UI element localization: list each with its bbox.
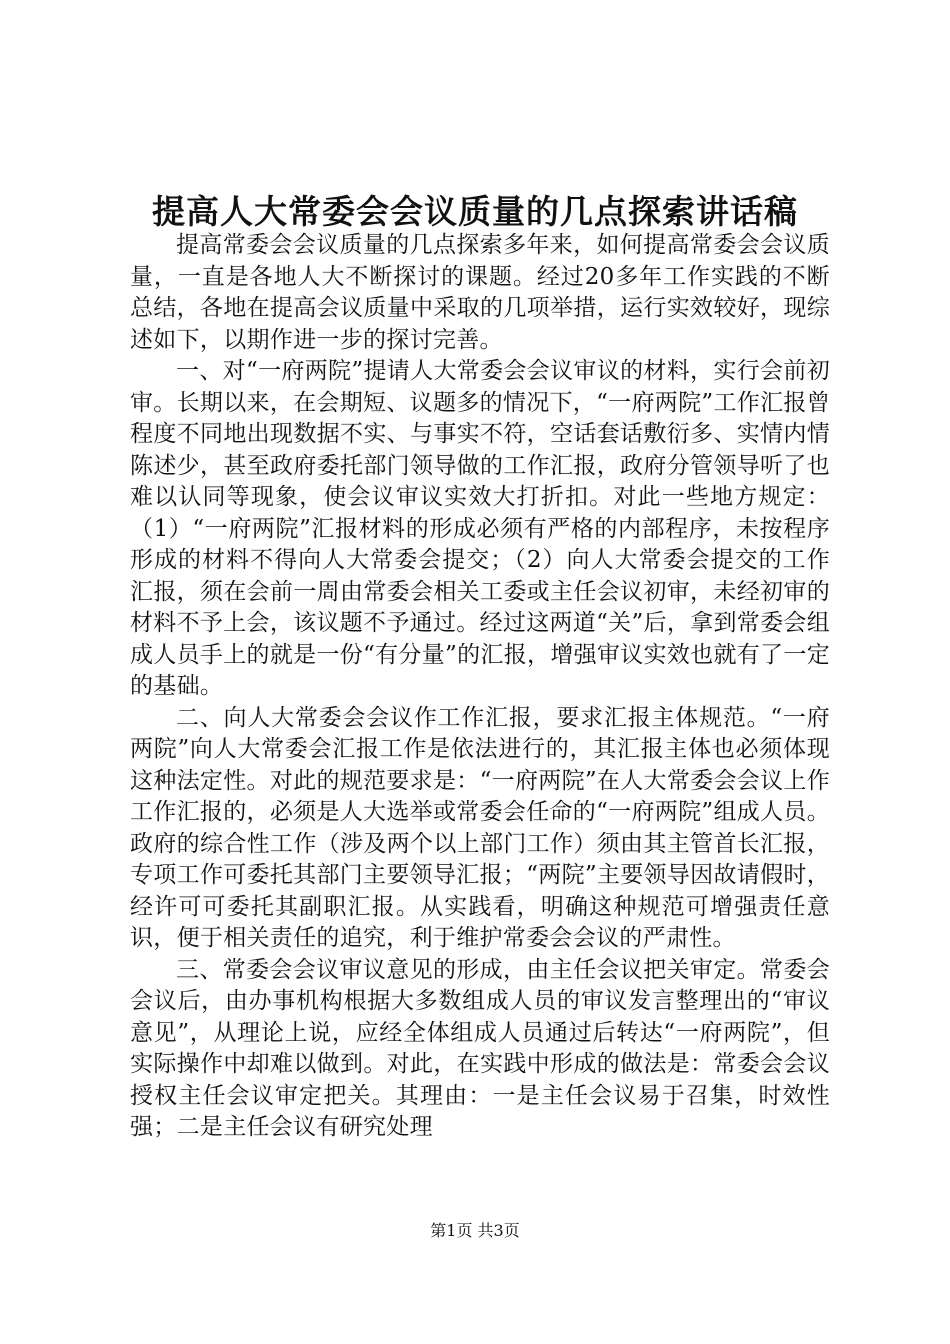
- paragraph-section-2: 二、向人大常委会会议作工作汇报，要求汇报主体规范。“一府两院”向人大常委会汇报工作是依法进行的，其汇报主体也必须体现这种法定性。对此的规范要求是：“一府两院”在人大常委会会议上作工作汇报的，必须是人大选举或常委会任命的“一府两院”组成人员。政府的综合性工作（涉及两个以上部门工作）须由其主管首长汇报，专项工作可委托其部门主要领导汇报；“两院”主要领导因故请假时，经许可可委托其副职汇报。从实践看，明确这种规范可增强责任意识，便于相关责任的追究，利于维护常委会会议的严肃性。: [130, 704, 830, 951]
- document-body: [130, 230, 830, 1144]
- page-number-footer: 第1页 共3页: [430, 1221, 520, 1240]
- paragraph-section-3: 三、常委会会议审议意见的形成，由主任会议把关审定。常委会会议后，由办事机构根据大多数组成人员的审议发言整理出的“审议意见”，从理论上说，应经全体组成人员通过后转达“一府两院”，但实际操作中却难以做到。对此，在实践中形成的做法是：常委会会议授权主任会议审定把关。其理由：一是主任会议易于召集，时效性强；二是主任会议有研究处理: [130, 956, 830, 1140]
- document-title: 提高人大常委会会议质量的几点探索讲话稿: [152, 192, 798, 231]
- paragraph-section-1: 一、对“一府两院”提请人大常委会会议审议的材料，实行会前初审。长期以来，在会期短、议题多的情况下，“一府两院”工作汇报曾程度不同地出现数据不实、与事实不符，空话套话敷衍多、实情内情陈述少，甚至政府委托部门领导做的工作汇报，政府分管领导听了也难以认同等现象，使会议审议实效大打折扣。对此一些地方规定：（1）“一府两院”汇报材料的形成必须有严格的内部程序，未按程序形成的材料不得向人大常委会提交；（2）向人大常委会提交的工作汇报，须在会前一周由常委会相关工委或主任会议初审，未经初审的材料不予上会，该议题不予通过。经过这两道“关”后，拿到常委会组成人员手上的就是一份“有分量”的汇报，增强审议实效也就有了一定的基础。: [130, 358, 830, 699]
- paragraph-intro: 提高常委会会议质量的几点探索多年来，如何提高常委会会议质量，一直是各地人大不断探讨的课题。经过20多年工作实践的不断总结，各地在提高会议质量中采取的几项举措，运行实效较好，现综述如下，以期作进一步的探讨完善。: [130, 232, 830, 353]
